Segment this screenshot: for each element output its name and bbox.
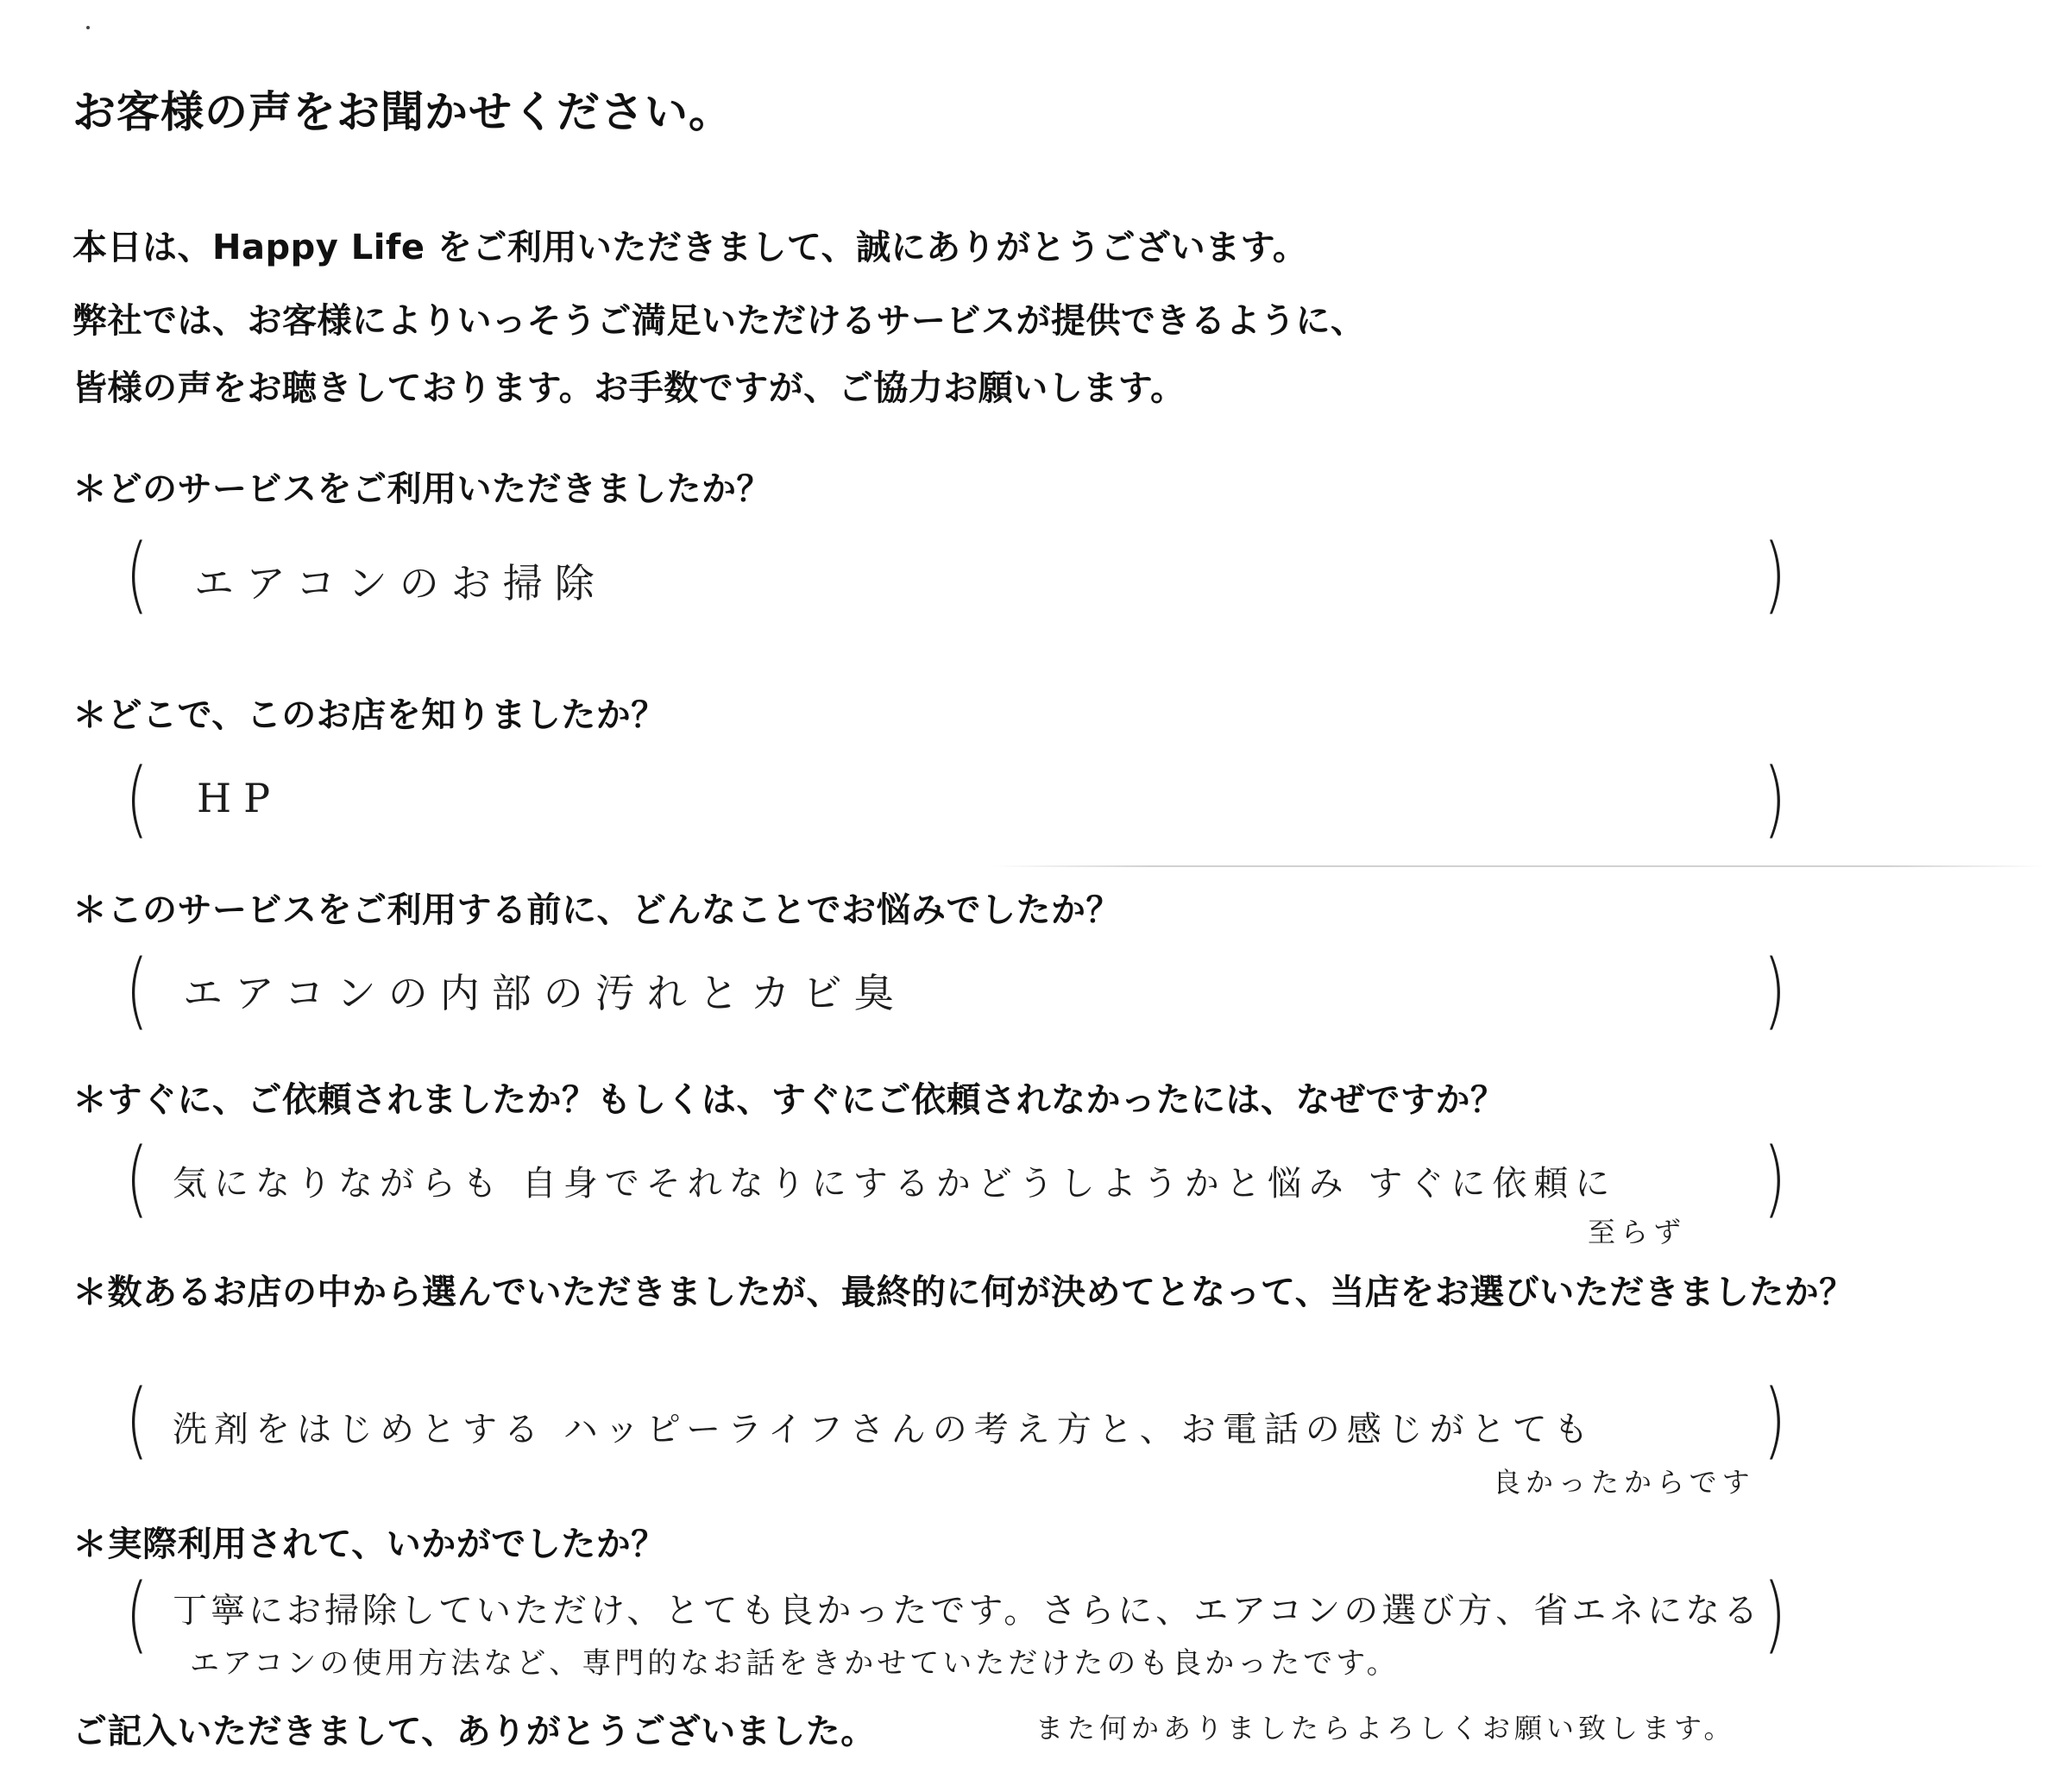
answer-prior-concern: エアコンの内部の汚れとカビ臭 <box>183 970 906 1016</box>
answer-open-paren: ( <box>125 1372 148 1468</box>
answer-service-used: エアコンのお掃除 <box>194 560 607 607</box>
answer-open-paren: ( <box>125 751 148 847</box>
question-service-used: ＊どのサービスをご利用いただきましたか？ <box>72 469 771 509</box>
answer-close-paren: ) <box>1763 751 1786 847</box>
closing-thanks: ご記入いただきまして、ありがとうございました。 <box>72 1712 876 1751</box>
answer-close-paren: ) <box>1763 526 1786 623</box>
answer-close-paren: ) <box>1763 942 1786 1039</box>
answer-deciding-factor-line-2: 良かったからです <box>1493 1466 1755 1499</box>
answer-close-paren: ) <box>1763 1130 1786 1227</box>
question-request-timing: ＊すぐに、ご依頼されましたか？もしくは、すぐにご依頼されなかったには、なぜですか？ <box>72 1080 1506 1120</box>
intro-line-3: 皆様の声をお聴きしております。お手数ですが、ご協力お願いします。 <box>72 368 1186 408</box>
answer-request-timing-line-1: 気になりながらも 自身でそれなりにするかどうしようかと悩み すぐに依頼に <box>173 1164 1617 1204</box>
answer-how-found: HP <box>197 775 283 821</box>
question-how-found: ＊どこで、このお店を知りましたか？ <box>72 695 666 735</box>
answer-open-paren: ( <box>125 1566 148 1663</box>
scan-fold-line <box>992 865 2045 867</box>
form-title: お客様の声をお聞かせください。 <box>72 87 733 137</box>
scan-speck <box>86 26 90 29</box>
answer-impression-line-2: エアコンの使用方法など、専門的なお話をきかせていただけたのも良かったです。 <box>190 1646 1400 1681</box>
intro-line-1: 本日は、Happy Life をご利用いただきまして、誠にありがとうございます。 <box>72 228 1308 267</box>
answer-close-paren: ) <box>1763 1372 1786 1468</box>
answer-request-timing-line-2: 至らず <box>1588 1216 1687 1248</box>
answer-open-paren: ( <box>125 942 148 1039</box>
answer-open-paren: ( <box>125 526 148 623</box>
question-deciding-factor: ＊数あるお店の中から選んでいただきましたが、最終的に何が決めてとなって、当店をお選びいただきましたか？ <box>72 1273 1854 1312</box>
answer-open-paren: ( <box>125 1130 148 1227</box>
answer-close-paren: ) <box>1763 1566 1786 1663</box>
closing-handwritten-note: また何かありましたらよろしくお願い致します。 <box>1035 1712 1736 1745</box>
answer-deciding-factor-line-1: 洗剤をはじめとする ハッピーライフさんの考え方と、お電話の感じがとても <box>173 1410 1595 1449</box>
question-prior-concern: ＊このサービスをご利用する前に、どんなことでお悩みでしたか？ <box>72 890 1121 930</box>
answer-impression-line-1: 丁寧にお掃除していただけ、とても良かったです。さらに、エアコンの選び方、省エネになる <box>173 1591 1762 1631</box>
intro-line-2: 弊社では、お客様によりいっそうご満足いただけるサービスが提供できるように、 <box>72 301 1366 341</box>
question-impression: ＊実際利用されて、いかがでしたか？ <box>72 1525 666 1564</box>
